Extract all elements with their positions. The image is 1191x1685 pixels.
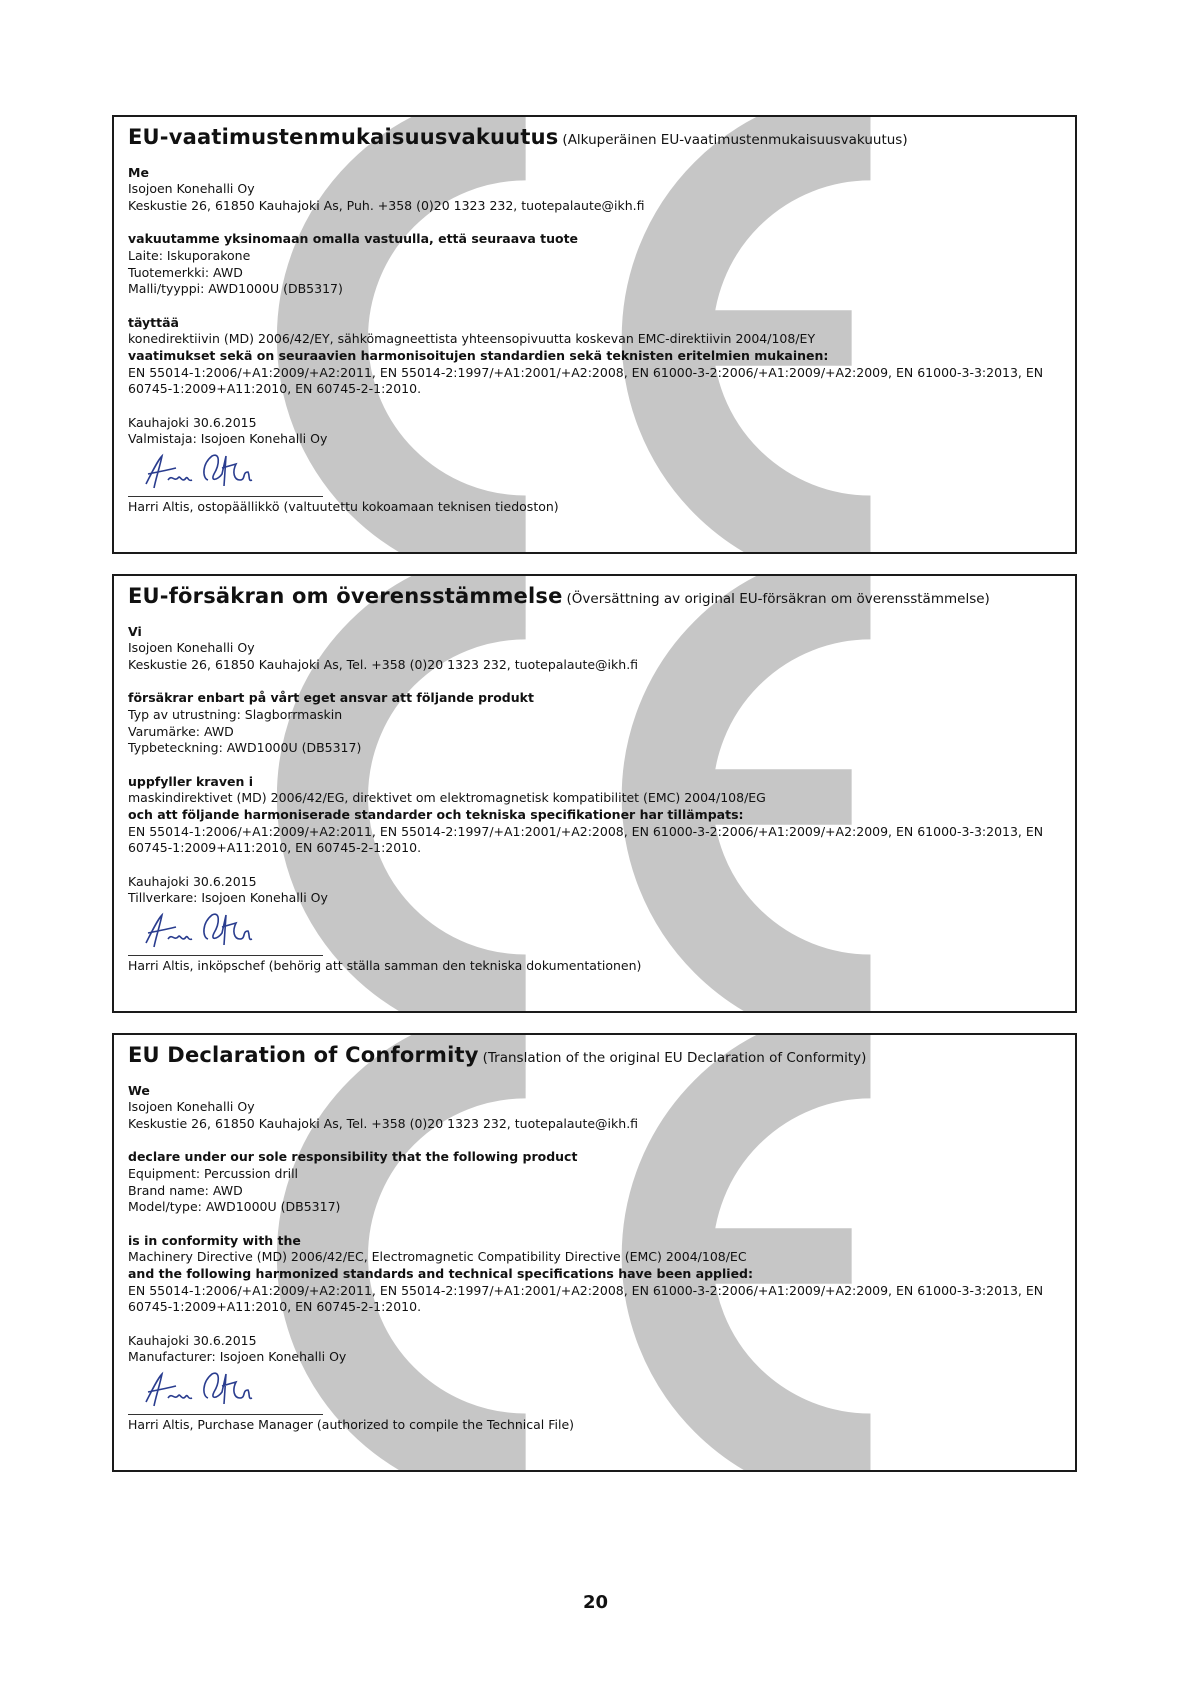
standards-list: EN 55014-1:2006/+A1:2009/+A2:2011, EN 55014-2:1997/+A1:2001/+A2:2008, EN 61000-3-2:2006/+A1:2009/+A2:2009, EN 61000-3-3:2013, EN 60745-1:2009+A11:2010, EN 60745-2-1:2010. (128, 364, 1044, 397)
declaration-title: EU-försäkran om överensstämmelse (128, 584, 563, 608)
declaration-subtitle: (Translation of the original EU Declaration of Conformity) (482, 1050, 867, 1066)
place-date: Kauhajoki 30.6.2015 (128, 414, 257, 430)
signature-icon (138, 1368, 258, 1412)
standards-list: EN 55014-1:2006/+A1:2009/+A2:2011, EN 55014-2:1997/+A1:2001/+A2:2008, EN 61000-3-2:2006/+A1:2009/+A2:2009, EN 61000-3-3:2013, EN 60745-1:2009+A11:2010, EN 60745-2-1:2010. (128, 823, 1044, 856)
we-label: Me (128, 164, 149, 180)
declaration-title: EU-vaatimustenmukaisuusvakuutus (128, 125, 559, 149)
manufacturer-line: Valmistaja: Isojoen Konehalli Oy (128, 431, 328, 447)
declaration-heading (128, 1043, 1063, 1067)
signatory-line: Harri Altis, ostopäällikkö (valtuutettu kokoamaan teknisen tiedoston) (128, 498, 559, 514)
place-date: Kauhajoki 30.6.2015 (128, 873, 257, 889)
brand-line: Varumärke: AWD (128, 723, 234, 739)
equipment-line: Laite: Iskuporakone (128, 247, 251, 263)
company-name: Isojoen Konehalli Oy (128, 1099, 255, 1115)
declaration-heading (128, 584, 1063, 608)
signatory-line: Harri Altis, inköpschef (behörig att ställa samman den tekniska dokumentationen) (128, 957, 642, 973)
signature (128, 907, 328, 951)
declare-heading: vakuutamme yksinomaan omalla vastuulla, että seuraava tuote (128, 231, 579, 247)
company-address: Keskustie 26, 61850 Kauhajoki As, Tel. +358 (0)20 1323 232, tuotepalaute@ikh.fi (128, 1115, 639, 1131)
declaration-finnish (112, 115, 1077, 554)
we-label: We (128, 1082, 150, 1098)
model-line: Typbeteckning: AWD1000U (DB5317) (128, 740, 362, 756)
company-address: Keskustie 26, 61850 Kauhajoki As, Puh. +358 (0)20 1323 232, tuotepalaute@ikh.fi (128, 197, 645, 213)
declaration-subtitle: (Översättning av original EU-försäkran om överensstämmelse) (566, 591, 990, 607)
equipment-line: Equipment: Percussion drill (128, 1165, 299, 1181)
we-label: Vi (128, 623, 142, 639)
signatory-line: Harri Altis, Purchase Manager (authorized to compile the Technical File) (128, 1416, 575, 1432)
company-address: Keskustie 26, 61850 Kauhajoki As, Tel. +358 (0)20 1323 232, tuotepalaute@ikh.fi (128, 656, 639, 672)
brand-line: Brand name: AWD (128, 1182, 243, 1198)
declaration-english (112, 1033, 1077, 1472)
declaration-swedish (112, 574, 1077, 1013)
standards-heading: and the following harmonized standards and technical specifications have been applied: (128, 1265, 753, 1281)
declaration-heading (128, 125, 1063, 149)
directives-line: Machinery Directive (MD) 2006/42/EC, Electromagnetic Compatibility Directive (EMC) 2004/108/EC (128, 1249, 747, 1265)
signature (128, 448, 328, 492)
model-line: Malli/tyyppi: AWD1000U (DB5317) (128, 281, 343, 297)
company-name: Isojoen Konehalli Oy (128, 181, 255, 197)
declaration-title: EU Declaration of Conformity (128, 1043, 479, 1067)
directives-line: maskindirektivet (MD) 2006/42/EG, direktivet om elektromagnetisk kompatibilitet (EMC) 2004/108/EG (128, 790, 766, 806)
signature (128, 1366, 328, 1410)
signature-icon (138, 909, 258, 953)
directives-line: konedirektiivin (MD) 2006/42/EY, sähkömagneettista yhteensopivuutta koskevan EMC-direktiivin 2004/108/EY (128, 331, 816, 347)
conformity-heading: täyttää (128, 314, 179, 330)
standards-heading: vaatimukset sekä on seuraavien harmonisoitujen standardien sekä teknisten eritelmien mukainen: (128, 347, 829, 363)
model-line: Model/type: AWD1000U (DB5317) (128, 1199, 341, 1215)
standards-heading: och att följande harmoniserade standarder och tekniska specifikationer har tillämpats: (128, 806, 744, 822)
place-date: Kauhajoki 30.6.2015 (128, 1332, 257, 1348)
declare-heading: declare under our sole responsibility that the following product (128, 1149, 578, 1165)
signature-icon (138, 450, 258, 494)
declaration-subtitle: (Alkuperäinen EU-vaatimustenmukaisuusvakuutus) (562, 132, 908, 148)
declare-heading: försäkrar enbart på vårt eget ansvar att följande produkt (128, 690, 534, 706)
company-name: Isojoen Konehalli Oy (128, 640, 255, 656)
standards-list: EN 55014-1:2006/+A1:2009/+A2:2011, EN 55014-2:1997/+A1:2001/+A2:2008, EN 61000-3-2:2006/+A1:2009/+A2:2009, EN 61000-3-3:2013, EN 60745-1:2009+A11:2010, EN 60745-2-1:2010. (128, 1282, 1044, 1315)
manufacturer-line: Tillverkare: Isojoen Konehalli Oy (128, 890, 328, 906)
conformity-heading: uppfyller kraven i (128, 773, 254, 789)
brand-line: Tuotemerkki: AWD (128, 264, 243, 280)
conformity-heading: is in conformity with the (128, 1232, 301, 1248)
equipment-line: Typ av utrustning: Slagborrmaskin (128, 706, 343, 722)
manufacturer-line: Manufacturer: Isojoen Konehalli Oy (128, 1349, 347, 1365)
page-number: 20 (582, 1592, 609, 1613)
